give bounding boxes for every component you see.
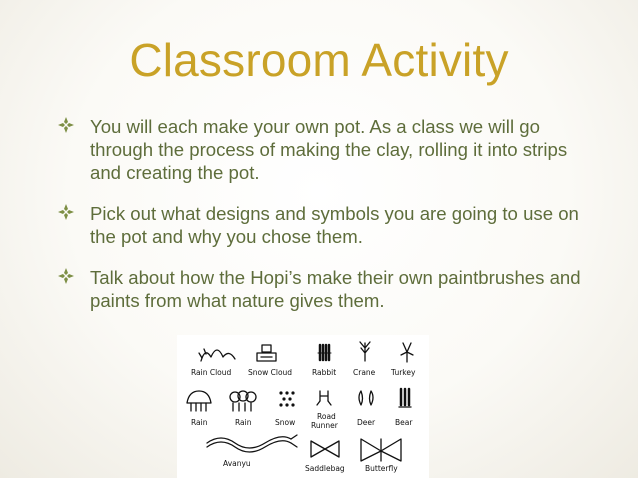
- symbol-label-snow: Snow: [275, 418, 296, 427]
- symbol-label-rabbit: Rabbit: [312, 368, 337, 377]
- hopi-symbols-chart: [177, 335, 429, 478]
- bullet-text: You will each make your own pot. As a class we will go through the process of making the clay, rolling it into strips and creating the pot.: [90, 116, 568, 183]
- bullet-item: [58, 115, 598, 184]
- symbol-label-snow-cloud: Snow Cloud: [248, 368, 293, 377]
- symbol-label-rain-cloud: Rain Cloud: [191, 368, 232, 377]
- snow-cloud-icon: [257, 345, 276, 361]
- symbol-label-runner: Runner: [311, 421, 338, 430]
- diamond-bullet-icon: [58, 204, 74, 220]
- symbol-label-butterfly: Butterfly: [365, 464, 398, 473]
- symbol-label-turkey: Turkey: [391, 368, 416, 377]
- road-runner-icon: [317, 391, 331, 405]
- deer-icon: [359, 391, 373, 405]
- crane-icon: [360, 342, 370, 361]
- butterfly-icon: [361, 439, 401, 461]
- bullet-text: Pick out what designs and symbols you are going to use on the pot and why you chose them.: [90, 203, 579, 247]
- avanyu-icon: [207, 435, 297, 452]
- symbol-label-crane: Crane: [353, 368, 376, 377]
- symbol-label-rain: Rain: [191, 418, 208, 427]
- symbol-label-rain-2: Rain: [235, 418, 252, 427]
- bullet-item: [58, 202, 598, 248]
- symbol-label-road: Road: [317, 412, 336, 421]
- diamond-bullet-icon: [58, 268, 74, 284]
- bullet-list: [58, 115, 598, 330]
- rabbit-icon: [318, 345, 331, 360]
- bullet-item: [58, 266, 598, 312]
- rain-cloud-drops-icon: [230, 391, 256, 411]
- turkey-icon: [401, 343, 413, 362]
- bear-icon: [399, 389, 411, 407]
- saddlebag-icon: [311, 441, 339, 457]
- slide-title: Classroom Activity: [129, 34, 509, 86]
- symbol-label-saddlebag: Saddlebag: [305, 464, 345, 473]
- bullet-text: Talk about how the Hopi’s make their own paintbrushes and paints from what nature gives them.: [90, 267, 581, 311]
- snow-icon: [279, 391, 294, 406]
- diamond-bullet-icon: [58, 117, 74, 133]
- rain-icon: [187, 391, 211, 411]
- symbol-label-deer: Deer: [357, 418, 376, 427]
- symbol-label-avanyu: Avanyu: [223, 459, 251, 468]
- symbol-label-bear: Bear: [395, 418, 413, 427]
- rain-cloud-icon: [199, 349, 235, 361]
- hopi-symbols-image: [177, 335, 429, 478]
